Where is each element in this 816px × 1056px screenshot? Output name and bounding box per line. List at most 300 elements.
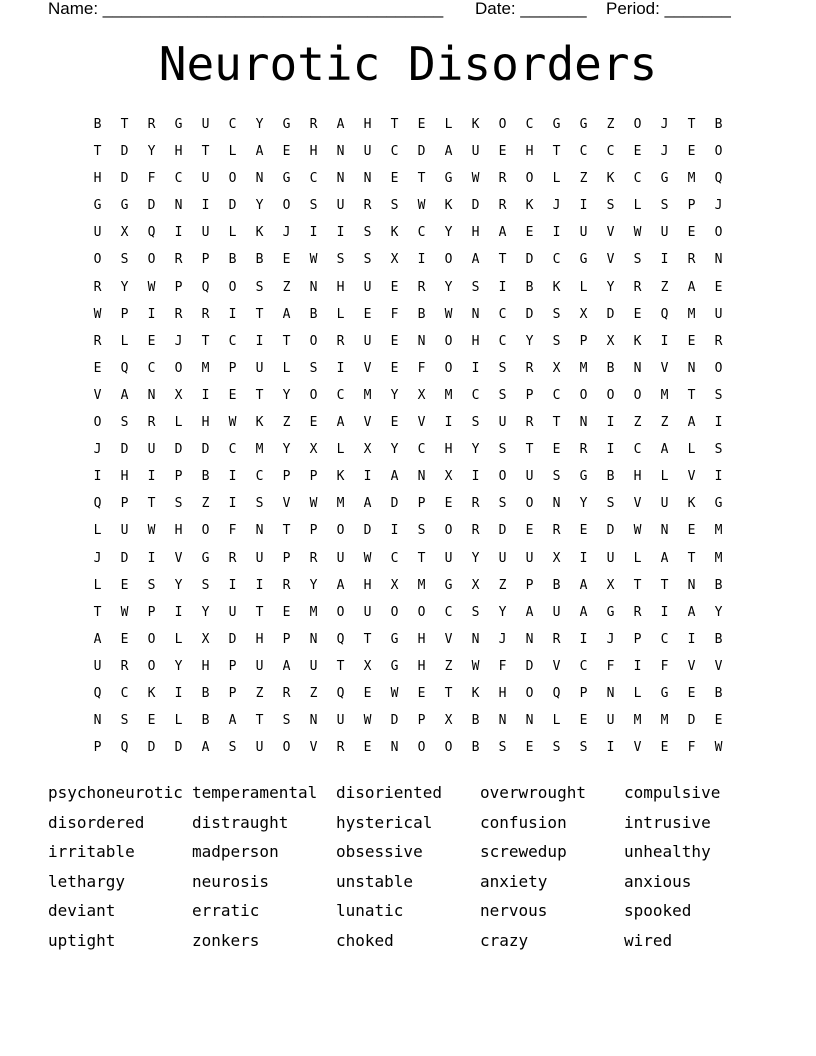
- grid-letter: M: [309, 604, 318, 620]
- grid-letter: C: [147, 360, 156, 376]
- grid-letter: Y: [120, 279, 129, 295]
- grid-letter: G: [660, 171, 669, 187]
- grid-letter: U: [363, 604, 372, 620]
- grid-row: [84, 626, 732, 653]
- grid-row: [84, 680, 732, 707]
- grid-letter: I: [255, 577, 264, 593]
- grid-letter: E: [93, 360, 102, 376]
- word-bank-item: erratic: [192, 901, 260, 921]
- grid-letter: B: [201, 469, 210, 485]
- grid-letter: C: [228, 442, 237, 458]
- grid-letter: I: [174, 685, 183, 701]
- grid-letter: H: [201, 658, 210, 674]
- grid-letter: N: [606, 685, 615, 701]
- grid-letter: U: [120, 523, 129, 539]
- grid-letter: O: [228, 171, 237, 187]
- grid-letter: S: [660, 198, 669, 214]
- grid-letter: U: [201, 171, 210, 187]
- grid-letter: S: [498, 740, 507, 756]
- grid-letter: E: [147, 713, 156, 729]
- word-bank-item: lethargy: [48, 871, 126, 891]
- grid-letter: D: [174, 442, 183, 458]
- grid-letter: P: [525, 387, 534, 403]
- grid-letter: G: [444, 577, 453, 593]
- grid-letter: M: [633, 713, 642, 729]
- grid-letter: R: [525, 360, 534, 376]
- grid-letter: I: [660, 333, 669, 349]
- grid-letter: B: [552, 577, 561, 593]
- grid-letter: T: [255, 387, 264, 403]
- grid-letter: S: [228, 740, 237, 756]
- grid-letter: N: [471, 631, 480, 647]
- grid-letter: O: [336, 523, 345, 539]
- grid-letter: D: [606, 523, 615, 539]
- grid-letter: H: [174, 144, 183, 160]
- grid-letter: N: [363, 171, 372, 187]
- grid-letter: W: [471, 171, 480, 187]
- grid-letter: S: [579, 740, 588, 756]
- grid-letter: D: [471, 198, 480, 214]
- grid-letter: U: [336, 550, 345, 566]
- grid-letter: D: [363, 523, 372, 539]
- grid-letter: T: [120, 117, 129, 132]
- grid-letter: A: [201, 740, 210, 756]
- grid-letter: V: [633, 496, 642, 512]
- grid-letter: B: [714, 631, 723, 647]
- word-bank-item: hysterical: [336, 812, 433, 832]
- worksheet-header: [48, 0, 748, 20]
- grid-letter: C: [255, 469, 264, 485]
- grid-letter: M: [660, 713, 669, 729]
- grid-letter: Y: [282, 387, 291, 403]
- grid-letter: Y: [201, 604, 210, 620]
- grid-letter: A: [525, 604, 534, 620]
- grid-letter: X: [471, 577, 480, 593]
- grid-letter: Q: [660, 306, 669, 322]
- grid-letter: U: [552, 604, 561, 620]
- grid-letter: J: [174, 333, 183, 349]
- grid-letter: P: [228, 360, 237, 376]
- grid-letter: Y: [498, 604, 507, 620]
- grid-letter: T: [633, 577, 642, 593]
- grid-row: [84, 274, 732, 301]
- grid-letter: Y: [174, 577, 183, 593]
- grid-row: [84, 409, 732, 436]
- grid-letter: D: [525, 658, 534, 674]
- grid-letter: V: [552, 658, 561, 674]
- grid-letter: A: [471, 252, 480, 268]
- grid-letter: L: [174, 631, 183, 647]
- grid-letter: D: [687, 713, 696, 729]
- grid-letter: G: [390, 658, 399, 674]
- grid-letter: G: [282, 117, 291, 132]
- grid-letter: Z: [660, 415, 669, 431]
- grid-letter: I: [714, 469, 723, 485]
- grid-letter: T: [687, 387, 696, 403]
- grid-letter: R: [714, 333, 723, 349]
- grid-letter: V: [282, 496, 291, 512]
- grid-letter: Z: [309, 685, 318, 701]
- grid-letter: I: [147, 306, 156, 322]
- grid-letter: J: [660, 144, 669, 160]
- grid-letter: K: [255, 225, 264, 241]
- grid-row: [84, 219, 732, 246]
- grid-letter: S: [147, 577, 156, 593]
- grid-letter: V: [714, 658, 723, 674]
- grid-letter: R: [282, 685, 291, 701]
- grid-row: [84, 328, 732, 355]
- grid-letter: Z: [282, 279, 291, 295]
- grid-letter: I: [417, 252, 426, 268]
- grid-letter: C: [336, 387, 345, 403]
- grid-letter: U: [660, 225, 669, 241]
- grid-letter: E: [390, 171, 399, 187]
- grid-letter: E: [417, 117, 426, 132]
- grid-letter: O: [417, 604, 426, 620]
- grid-letter: I: [444, 415, 453, 431]
- grid-letter: K: [390, 225, 399, 241]
- grid-letter: G: [579, 252, 588, 268]
- grid-letter: N: [336, 144, 345, 160]
- grid-letter: P: [201, 252, 210, 268]
- grid-letter: A: [498, 225, 507, 241]
- grid-letter: T: [255, 713, 264, 729]
- grid-letter: E: [282, 604, 291, 620]
- grid-letter: O: [633, 387, 642, 403]
- grid-letter: A: [687, 415, 696, 431]
- grid-letter: S: [714, 442, 723, 458]
- grid-letter: C: [525, 117, 534, 132]
- grid-row: [84, 111, 732, 138]
- grid-letter: I: [606, 740, 615, 756]
- grid-letter: X: [363, 658, 372, 674]
- grid-letter: W: [444, 306, 453, 322]
- grid-letter: T: [687, 117, 696, 132]
- grid-letter: Z: [633, 415, 642, 431]
- name-field-label: Name: ____________________________________: [48, 0, 444, 18]
- grid-letter: U: [363, 279, 372, 295]
- word-bank-item: lunatic: [336, 901, 404, 921]
- grid-letter: A: [282, 306, 291, 322]
- grid-letter: V: [606, 225, 615, 241]
- grid-letter: S: [498, 442, 507, 458]
- grid-letter: U: [93, 658, 102, 674]
- grid-letter: R: [471, 523, 480, 539]
- grid-letter: O: [444, 523, 453, 539]
- grid-letter: I: [633, 658, 642, 674]
- grid-letter: O: [525, 496, 534, 512]
- grid-letter: Y: [282, 442, 291, 458]
- grid-letter: D: [525, 306, 534, 322]
- grid-letter: S: [336, 252, 345, 268]
- grid-letter: P: [579, 685, 588, 701]
- grid-letter: A: [228, 713, 237, 729]
- grid-letter: J: [282, 225, 291, 241]
- grid-letter: Z: [282, 415, 291, 431]
- grid-letter: K: [606, 171, 615, 187]
- grid-letter: B: [606, 469, 615, 485]
- grid-letter: Q: [714, 171, 723, 187]
- grid-letter: V: [363, 415, 372, 431]
- grid-letter: L: [660, 469, 669, 485]
- grid-letter: H: [120, 469, 129, 485]
- grid-letter: T: [660, 577, 669, 593]
- grid-letter: U: [201, 225, 210, 241]
- grid-letter: O: [498, 469, 507, 485]
- grid-letter: J: [552, 198, 561, 214]
- word-bank-item: anxiety: [480, 871, 548, 891]
- word-bank-item: crazy: [480, 930, 529, 950]
- grid-letter: D: [174, 740, 183, 756]
- grid-letter: C: [579, 144, 588, 160]
- grid-letter: R: [147, 415, 156, 431]
- grid-letter: B: [471, 740, 480, 756]
- grid-letter: R: [417, 279, 426, 295]
- grid-letter: Q: [147, 225, 156, 241]
- word-bank-item: unhealthy: [624, 842, 711, 862]
- grid-letter: Y: [309, 577, 318, 593]
- grid-letter: L: [93, 577, 102, 593]
- grid-letter: C: [309, 171, 318, 187]
- grid-letter: B: [417, 306, 426, 322]
- grid-row: [84, 653, 732, 680]
- grid-letter: L: [633, 198, 642, 214]
- grid-letter: V: [606, 252, 615, 268]
- grid-letter: C: [633, 171, 642, 187]
- grid-letter: S: [714, 387, 723, 403]
- grid-letter: I: [606, 415, 615, 431]
- grid-letter: R: [363, 198, 372, 214]
- word-bank-item: intrusive: [624, 812, 711, 832]
- grid-letter: T: [147, 496, 156, 512]
- grid-letter: A: [336, 577, 345, 593]
- grid-letter: X: [390, 252, 399, 268]
- grid-letter: E: [228, 387, 237, 403]
- grid-letter: L: [579, 279, 588, 295]
- grid-letter: N: [93, 713, 102, 729]
- grid-letter: I: [714, 415, 723, 431]
- grid-letter: A: [282, 658, 291, 674]
- grid-letter: H: [201, 415, 210, 431]
- grid-letter: P: [282, 469, 291, 485]
- grid-letter: R: [633, 279, 642, 295]
- grid-letter: H: [174, 523, 183, 539]
- grid-letter: T: [201, 333, 210, 349]
- grid-letter: G: [606, 604, 615, 620]
- grid-letter: W: [471, 658, 480, 674]
- grid-letter: O: [201, 523, 210, 539]
- grid-letter: E: [363, 740, 372, 756]
- grid-letter: A: [363, 496, 372, 512]
- grid-letter: P: [417, 496, 426, 512]
- grid-letter: Y: [471, 442, 480, 458]
- grid-letter: V: [687, 469, 696, 485]
- grid-letter: S: [552, 469, 561, 485]
- grid-letter: Y: [606, 279, 615, 295]
- word-bank-item: confusion: [480, 812, 567, 832]
- grid-letter: L: [228, 225, 237, 241]
- grid-letter: A: [579, 577, 588, 593]
- grid-letter: P: [228, 658, 237, 674]
- grid-letter: X: [390, 577, 399, 593]
- grid-letter: Y: [471, 550, 480, 566]
- grid-letter: N: [255, 523, 264, 539]
- grid-letter: E: [687, 225, 696, 241]
- grid-letter: K: [552, 279, 561, 295]
- word-bank-item: temperamental: [192, 783, 318, 802]
- grid-letter: W: [633, 225, 642, 241]
- grid-letter: Y: [579, 496, 588, 512]
- grid-letter: N: [498, 713, 507, 729]
- grid-letter: N: [660, 523, 669, 539]
- grid-letter: E: [363, 306, 372, 322]
- grid-letter: P: [93, 740, 102, 756]
- grid-letter: O: [282, 740, 291, 756]
- grid-letter: B: [201, 685, 210, 701]
- grid-letter: V: [660, 360, 669, 376]
- grid-letter: U: [228, 604, 237, 620]
- grid-row: [84, 192, 732, 219]
- grid-letter: H: [363, 117, 372, 132]
- grid-letter: T: [93, 604, 102, 620]
- grid-letter: B: [471, 713, 480, 729]
- word-bank-item: choked: [336, 930, 394, 950]
- grid-letter: S: [471, 604, 480, 620]
- grid-letter: L: [174, 415, 183, 431]
- grid-letter: G: [174, 117, 183, 132]
- grid-letter: B: [525, 279, 534, 295]
- grid-letter: T: [552, 144, 561, 160]
- grid-letter: C: [417, 225, 426, 241]
- grid-letter: C: [498, 306, 507, 322]
- grid-letter: E: [444, 496, 453, 512]
- grid-letter: S: [633, 252, 642, 268]
- word-bank-item: neurosis: [192, 871, 270, 891]
- grid-letter: T: [687, 550, 696, 566]
- grid-letter: W: [633, 523, 642, 539]
- grid-letter: T: [417, 550, 426, 566]
- grid-letter: C: [417, 442, 426, 458]
- grid-letter: S: [120, 713, 129, 729]
- grid-letter: T: [282, 333, 291, 349]
- grid-letter: Z: [255, 685, 264, 701]
- word-bank-item: anxious: [624, 871, 692, 891]
- grid-letter: O: [417, 740, 426, 756]
- grid-letter: N: [579, 415, 588, 431]
- grid-letter: W: [147, 279, 156, 295]
- word-bank-item: distraught: [192, 812, 289, 832]
- grid-letter: A: [687, 604, 696, 620]
- grid-letter: U: [525, 550, 534, 566]
- grid-letter: I: [687, 631, 696, 647]
- grid-letter: Z: [606, 117, 615, 132]
- grid-letter: I: [228, 577, 237, 593]
- grid-letter: K: [471, 117, 480, 132]
- grid-letter: K: [147, 685, 156, 701]
- grid-letter: M: [417, 577, 426, 593]
- grid-letter: S: [498, 387, 507, 403]
- grid-letter: Z: [498, 577, 507, 593]
- grid-letter: U: [336, 713, 345, 729]
- grid-row: [84, 165, 732, 192]
- grid-letter: W: [309, 496, 318, 512]
- grid-letter: M: [714, 523, 723, 539]
- grid-letter: S: [120, 415, 129, 431]
- grid-letter: U: [525, 469, 534, 485]
- grid-letter: H: [93, 171, 102, 187]
- word-bank-item: psychoneurotic: [48, 783, 183, 802]
- grid-letter: P: [174, 469, 183, 485]
- grid-letter: U: [498, 415, 507, 431]
- grid-letter: B: [714, 117, 723, 132]
- grid-letter: R: [147, 117, 156, 132]
- grid-letter: V: [174, 550, 183, 566]
- grid-letter: I: [579, 631, 588, 647]
- grid-letter: K: [687, 496, 696, 512]
- grid-letter: I: [579, 550, 588, 566]
- grid-row: [84, 707, 732, 734]
- grid-letter: E: [363, 685, 372, 701]
- grid-letter: O: [147, 631, 156, 647]
- grid-letter: B: [255, 252, 264, 268]
- grid-letter: D: [120, 442, 129, 458]
- grid-letter: Y: [444, 225, 453, 241]
- grid-letter: E: [120, 631, 129, 647]
- grid-letter: E: [687, 144, 696, 160]
- grid-letter: K: [336, 469, 345, 485]
- grid-letter: R: [336, 333, 345, 349]
- grid-letter: U: [255, 740, 264, 756]
- grid-letter: O: [444, 360, 453, 376]
- grid-letter: C: [660, 631, 669, 647]
- grid-letter: C: [579, 658, 588, 674]
- grid-letter: O: [93, 252, 102, 268]
- grid-letter: N: [525, 631, 534, 647]
- grid-letter: N: [309, 713, 318, 729]
- word-bank-item: madperson: [192, 842, 279, 862]
- grid-letter: D: [228, 631, 237, 647]
- grid-letter: R: [228, 550, 237, 566]
- grid-letter: I: [93, 469, 102, 485]
- grid-letter: A: [120, 387, 129, 403]
- grid-letter: R: [120, 658, 129, 674]
- grid-letter: W: [714, 740, 723, 756]
- grid-letter: U: [147, 442, 156, 458]
- grid-letter: U: [714, 306, 723, 322]
- grid-letter: U: [309, 658, 318, 674]
- grid-letter: F: [147, 171, 156, 187]
- grid-letter: U: [201, 117, 210, 132]
- grid-letter: B: [714, 685, 723, 701]
- grid-letter: F: [660, 658, 669, 674]
- grid-letter: F: [498, 658, 507, 674]
- grid-letter: O: [525, 171, 534, 187]
- grid-letter: P: [120, 496, 129, 512]
- grid-letter: E: [390, 279, 399, 295]
- grid-letter: S: [174, 496, 183, 512]
- grid-letter: D: [147, 198, 156, 214]
- grid-row: [84, 301, 732, 328]
- grid-letter: P: [309, 469, 318, 485]
- grid-letter: D: [120, 171, 129, 187]
- grid-letter: E: [660, 740, 669, 756]
- grid-letter: M: [579, 360, 588, 376]
- grid-letter: A: [660, 550, 669, 566]
- grid-letter: G: [552, 117, 561, 132]
- grid-letter: F: [417, 360, 426, 376]
- grid-letter: L: [93, 523, 102, 539]
- grid-letter: O: [444, 333, 453, 349]
